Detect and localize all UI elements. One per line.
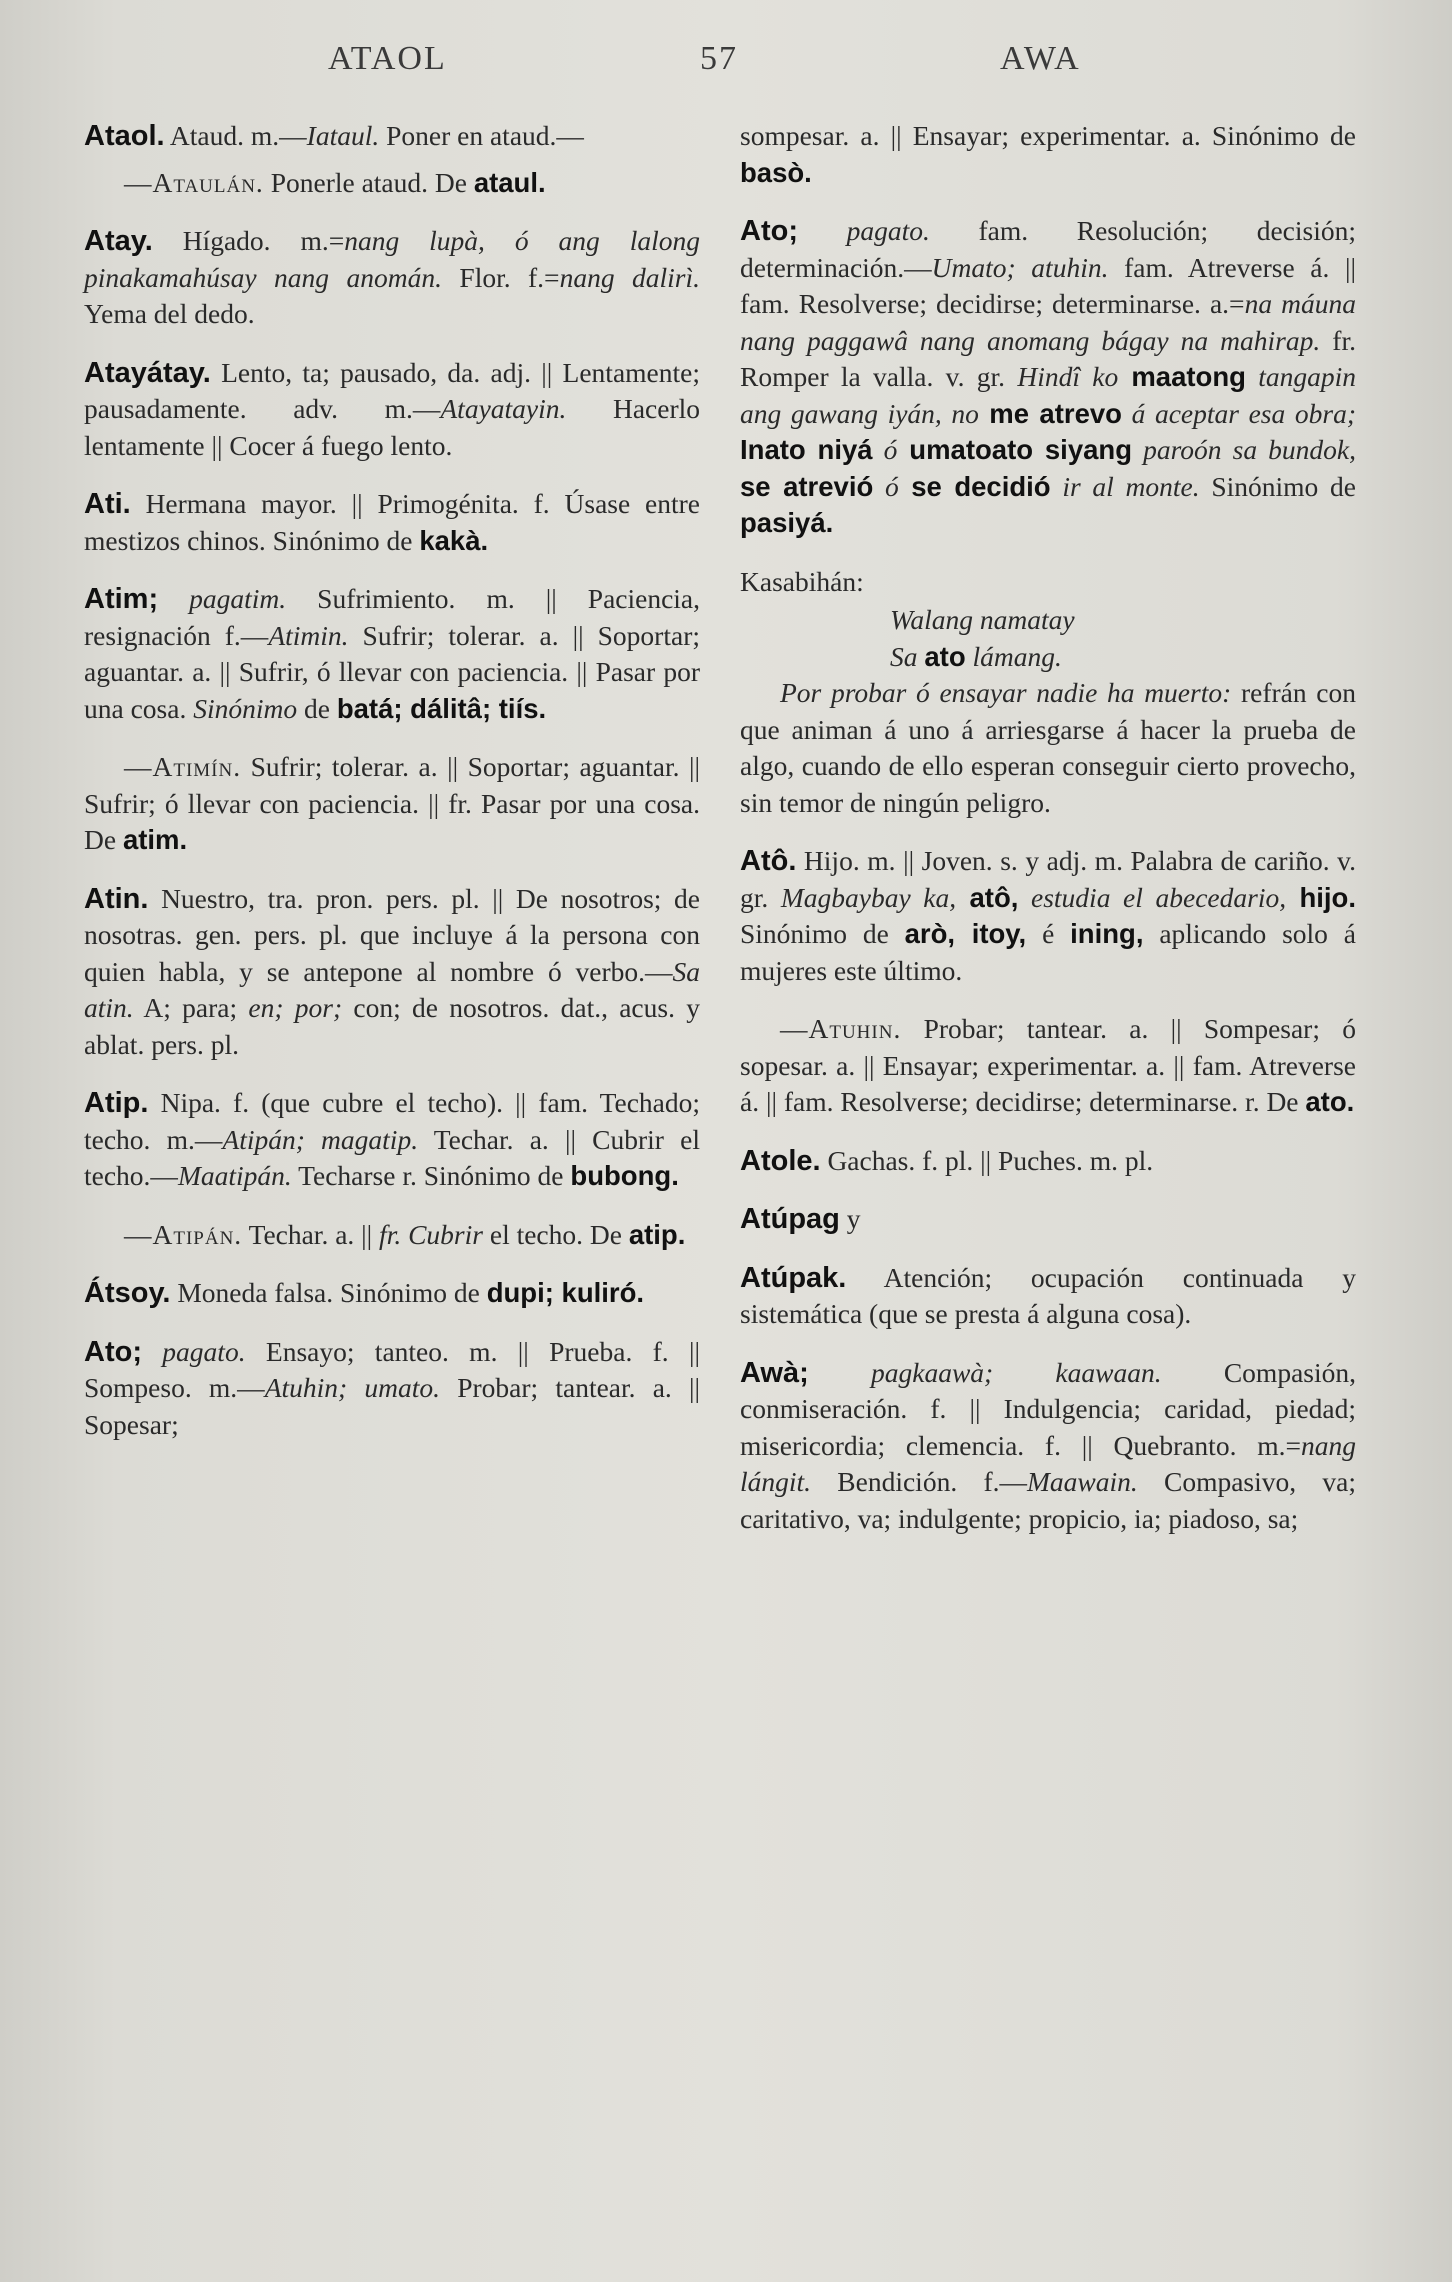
subentry-headword: —Atuhin.	[780, 1013, 902, 1044]
definition-text: Poner en ataud.—	[379, 120, 584, 151]
definition-text: fr. Romper la valla. v. gr.	[740, 324, 1356, 392]
example-phrase: tangapin ang gawang iyán, no	[740, 361, 1356, 429]
entry-atimin	[84, 749, 700, 859]
derived-form: pagato.	[797, 215, 930, 246]
definition-text: y	[839, 1203, 861, 1234]
page-number: 57	[700, 40, 738, 77]
definition-text: Ponerle ataud. De	[263, 166, 474, 198]
definition-text: Techarse r. Sinónimo de	[291, 1160, 571, 1191]
headword: Ataol.	[84, 120, 165, 152]
example-phrase: Magbaybay ka,	[780, 881, 957, 913]
definition-text: Sufrimiento. m. || Paciencia, resignación f.—	[84, 583, 701, 651]
example-bold: maatong	[1118, 361, 1246, 392]
entry-atipan	[84, 1217, 700, 1254]
example-phrase: na máuna nang paggawâ nang anomang bágay na mahirap.	[740, 288, 1356, 356]
definition-text: Techar. a. ||	[242, 1218, 380, 1250]
left-column	[84, 118, 700, 1465]
example-phrase: estudia el abecedario,	[1018, 881, 1287, 913]
headword: Atúpak.	[740, 1261, 847, 1294]
header-left-guide-word: ATAOL	[328, 40, 447, 77]
entry-atole	[740, 1143, 1356, 1180]
subentry-headword: —Atimín.	[124, 751, 242, 782]
entry-atayatay	[84, 355, 700, 465]
cross-reference: dupi; kuliró.	[486, 1277, 645, 1308]
proverb-line: Walang namatay	[890, 604, 1075, 635]
example-phrase: nang lupà, ó ang lalong pinakamahúsay nang anomán.	[84, 225, 700, 293]
headword: Ati.	[84, 488, 131, 520]
label-text: Sinónimo	[193, 692, 298, 724]
headword: Atô.	[740, 845, 797, 877]
definition-text: sompesar. a. || Ensayar; experimentar. a. Sinónimo de	[740, 120, 1356, 151]
entry-ati	[84, 486, 700, 559]
definition-text: con; de nosotros. dat., acus. y ablat. pers. pl.	[84, 992, 700, 1060]
example-phrase: fr. Cubrir	[379, 1218, 483, 1250]
cross-reference: ining,	[1070, 918, 1144, 949]
entry-ato-2	[740, 213, 1356, 542]
definition-text: Hígado. m.=	[152, 225, 345, 256]
cross-reference: basò.	[740, 156, 812, 188]
cross-reference: kakà.	[419, 524, 489, 556]
entry-atupak	[740, 1260, 1356, 1333]
definition-text: Nuestro, tra. pron. pers. pl. || De nosotros; de nosotras. gen. pers. pl. que incluye á la persona con quien habla, y se antepone al nombre ó verbo.—	[84, 882, 700, 987]
example-phrase: paroón sa bundok,	[1132, 434, 1357, 465]
headword: Atole.	[740, 1144, 821, 1177]
headword: Ato;	[740, 215, 798, 247]
definition-text: A; para;	[133, 992, 249, 1023]
definition-text: é	[1026, 918, 1071, 949]
definition-text: Sinónimo de	[740, 918, 905, 949]
derived-form: Umato; atuhin.	[931, 251, 1109, 283]
derived-form: Sa atin.	[84, 955, 700, 1023]
definition-text: Moneda falsa. Sinónimo de	[170, 1277, 487, 1308]
cross-reference: arò, itoy,	[904, 918, 1027, 949]
headword: Atip.	[84, 1087, 149, 1119]
definition-text: fam. Resolución; decisión; determinación.—	[740, 215, 1357, 283]
definition-text: Techar. a. || Cubrir el techo.—	[84, 1123, 700, 1191]
derived-form: Maawain.	[1026, 1466, 1138, 1497]
definition-text: Sinónimo de	[1199, 470, 1356, 502]
example-phrase: nang dalirì.	[559, 261, 701, 293]
headword: Ato;	[84, 1335, 142, 1368]
entry-atim	[84, 581, 700, 727]
example-bold: atô,	[956, 881, 1019, 913]
definition-text: Atención; ocupación continuada y sistemática (que se presta á alguna cosa).	[740, 1261, 1356, 1329]
definition-text: Ataud. m.—	[164, 120, 307, 151]
example-phrase: ó	[873, 470, 899, 502]
entry-atay	[84, 223, 700, 333]
cross-reference: ataul.	[473, 166, 546, 198]
derived-form: Iataul.	[306, 120, 380, 151]
example-phrase: á aceptar esa obra;	[1121, 397, 1356, 429]
headword: Átsoy.	[84, 1277, 171, 1309]
entry-atsoy	[84, 1275, 700, 1312]
definition-text: el techo. De	[482, 1218, 629, 1250]
definition-text: Hermana mayor. || Primogénita. f. Úsase entre mestizos chinos. Sinónimo de	[84, 488, 700, 556]
example-bold: se atrevió	[740, 470, 874, 502]
derived-form: pagatim.	[158, 583, 287, 614]
proverb-kasabihan	[740, 564, 1356, 822]
definition-text: fam. Atreverse á. || fam. Resolverse; decidirse; determinarse. a.=	[740, 251, 1356, 319]
entry-atupag	[740, 1201, 1356, 1238]
definition-text: Compasión, conmiseración. f. || Indulgencia; caridad, piedad; misericordia; clemencia. f. || Quebranto. m.=	[740, 1356, 1356, 1461]
definition-text: Gachas. f. pl. || Puches. m. pl.	[820, 1144, 1154, 1176]
entry-atuhin	[740, 1011, 1356, 1121]
example-bold: hijo.	[1286, 881, 1356, 913]
definition-text: Nipa. f. (que cubre el techo). || fam. Techado; techo. m.—	[84, 1087, 700, 1155]
cross-reference: ato.	[1305, 1086, 1355, 1117]
headword: Atin.	[84, 882, 149, 915]
entry-awa	[740, 1355, 1356, 1538]
proverb-line	[740, 639, 1356, 676]
derived-form: Atipán; magatip.	[222, 1123, 419, 1155]
cross-reference: bubong.	[570, 1160, 679, 1191]
definition-text: Sufrir; tolerar. a. || Soportar; aguantar. a. || Sufrir, ó llevar con paciencia. || Pasar por una cosa.	[84, 619, 700, 724]
running-header	[0, 40, 1452, 100]
headword: Awà;	[740, 1356, 809, 1389]
headword: Atayátay.	[84, 356, 211, 389]
definition-text: Ensayo; tanteo. m. || Prueba. f. || Sompeso. m.—	[84, 1335, 701, 1403]
cross-reference: atip.	[628, 1218, 686, 1250]
definition-text: aplicando solo á mujeres este último.	[740, 918, 1356, 986]
cross-reference: atim.	[122, 824, 188, 855]
example-bold: umatoato siyang	[897, 434, 1133, 465]
subentry-headword: —Ataulán.	[124, 166, 264, 198]
definition-text: Flor. f.=	[441, 261, 560, 293]
example-phrase: ir al monte.	[1050, 470, 1200, 502]
example-phrase: nang lángit.	[740, 1429, 1356, 1497]
derived-form: pagkaawà; kaawaan.	[808, 1356, 1162, 1388]
entry-ataol	[84, 118, 700, 155]
proverb-label: Kasabihán:	[740, 565, 864, 597]
definition-text: Compasivo, va; caritativo, va; indulgente; propicio, ia; piadoso, sa;	[740, 1466, 1356, 1534]
definition-text: Hijo. m. || Joven. s. y adj. m. Palabra de cariño. v. gr.	[740, 845, 1356, 913]
example-phrase: en; por;	[248, 992, 343, 1023]
entry-ato-1-continued	[740, 118, 1356, 191]
definition-text: Probar; tantear. a. || Sompesar; ó sopesar. a. || Ensayar; experimentar. a. || fam. Atreverse á. || fam. Resolverse; decidirse; determinarse. r. De	[740, 1013, 1356, 1117]
entry-ato-1	[84, 1334, 700, 1444]
cross-reference: batá; dálitâ; tiís.	[336, 692, 547, 724]
example-bold: me atrevo	[978, 397, 1122, 429]
proverb-text: Sa	[890, 640, 925, 672]
example-phrase: Hindî ko	[1017, 361, 1119, 392]
example-bold: Inato niyá	[740, 434, 873, 465]
derived-form: pagato.	[141, 1335, 246, 1367]
headword: Atúpag	[740, 1203, 840, 1235]
derived-form: Atayatayin.	[440, 393, 567, 424]
entry-ataulan	[84, 165, 700, 202]
proverb-text: lámang.	[965, 640, 1062, 672]
derived-form: Maatipán.	[177, 1160, 292, 1191]
entry-ato-3	[740, 843, 1356, 989]
definition-text: Bendición. f.—	[811, 1466, 1027, 1497]
example-phrase: ó	[872, 434, 898, 465]
right-column	[740, 118, 1356, 1559]
definition-text: Sufrir; tolerar. a. || Soportar; aguantar. || Sufrir; ó llevar con paciencia. || fr. Pasar por una cosa. De	[84, 751, 700, 855]
derived-form: Atimin.	[268, 619, 349, 651]
headword: Atim;	[84, 583, 159, 615]
header-right-guide-word: AWA	[1000, 40, 1081, 77]
definition-text: Hacerlo lentamente || Cocer á fuego lento.	[84, 393, 700, 461]
definition-text: Yema del dedo.	[84, 298, 255, 329]
proverb-bold: ato	[924, 640, 966, 672]
headword: Atay.	[84, 225, 153, 257]
example-bold: se decidió	[898, 470, 1051, 502]
derived-form: Atuhin; umato.	[264, 1372, 440, 1403]
subentry-headword: —Atipán.	[124, 1218, 243, 1250]
proverb-translation: Por probar ó ensayar nadie ha muerto:	[780, 677, 1232, 708]
definition-text: Lento, ta; pausado, da. adj. || Lentamente; pausadamente. adv. m.—	[84, 356, 700, 424]
definition-text: de	[297, 692, 337, 724]
entry-atin	[84, 881, 700, 1064]
definition-text: Probar; tantear. a. || Sopesar;	[84, 1372, 700, 1440]
proverb-gloss	[740, 675, 1356, 821]
entry-atip	[84, 1085, 700, 1195]
cross-reference: pasiyá.	[740, 507, 834, 538]
definition-text: refrán con que animan á uno á arriesgarse á hacer la prueba de algo, cuando de ello esperan conseguir cierto provecho, sin temor de ningún peligro.	[740, 677, 1356, 818]
